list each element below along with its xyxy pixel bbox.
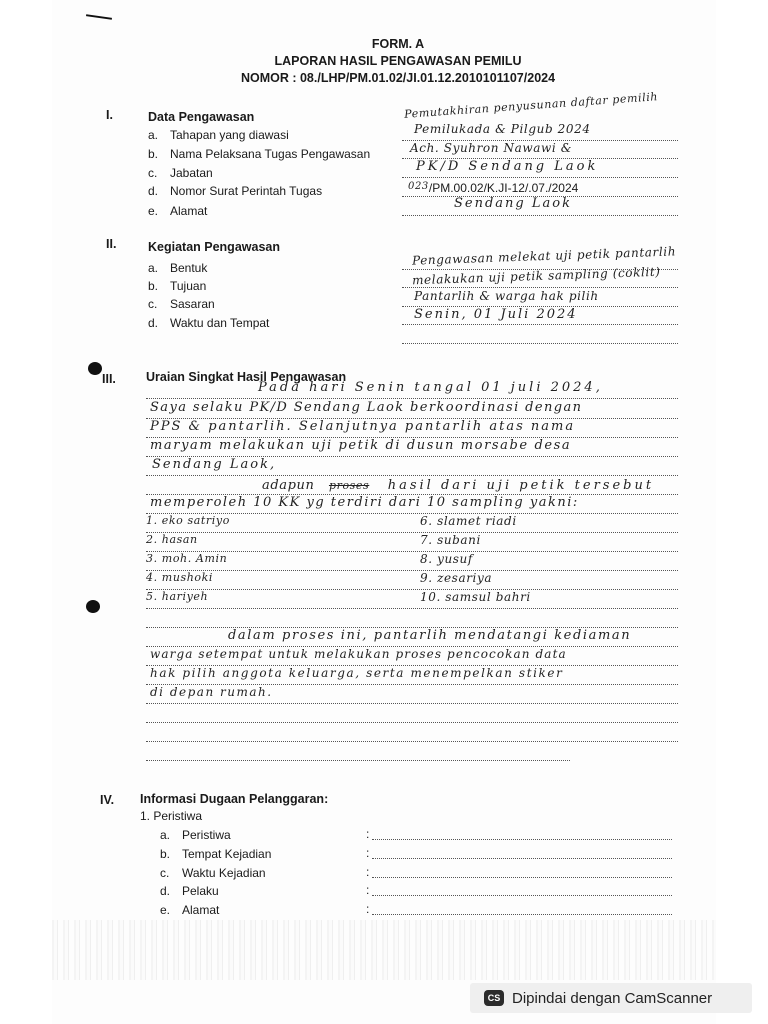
s3-line-20	[146, 760, 570, 761]
section-4-number: IV.	[100, 793, 115, 807]
s4-item-c: c. Waktu Kejadian	[160, 866, 266, 880]
s3-line-19	[146, 741, 678, 742]
s1-value-d-num: 023	[408, 181, 429, 192]
s4-line-e	[372, 914, 672, 915]
s4-colon-e: :	[366, 902, 370, 916]
s1-value-e: Sendang Laok	[454, 196, 572, 211]
s1-value-a-1: Pemutakhiran penyusunan daftar pemilih	[403, 90, 659, 121]
s3-para2-line2: memperoleh 10 KK yg terdiri dari 10 sampling yakni:	[150, 495, 579, 510]
s4-colon-a: :	[366, 827, 370, 841]
section-4-title: Informasi Dugaan Pelanggaran:	[140, 792, 329, 806]
s1-value-d-rest: /PM.00.02/K.JI-12/.07./2024	[428, 181, 579, 195]
section-3-title: Uraian Singkat Hasil Pengawasan	[146, 370, 347, 384]
s3-para2-rest: hasil dari uji petik tersebut	[387, 478, 655, 493]
section-1-number: I.	[106, 108, 113, 122]
s4-item-a: a. Peristiwa	[160, 828, 231, 842]
s3-line-17	[146, 703, 678, 704]
section-1-title: Data Pengawasan	[148, 110, 255, 124]
report-title: LAPORAN HASIL PENGAWASAN PEMILU	[274, 54, 522, 68]
s2-value-c: Pantarlih & warga hak pilih	[414, 289, 599, 303]
s3-name-6: 6. slamet riadi	[420, 514, 517, 528]
s3-name-3: 3. moh. Amin	[146, 552, 228, 565]
s1-item-d: d. Nomor Surat Perintah Tugas	[148, 184, 323, 198]
s3-name-7: 7. subani	[420, 533, 481, 547]
s3-para1-line3: PPS & pantarlih. Selanjutnya pantarlih atas nama	[150, 419, 576, 434]
s3-name-9: 9. zesariya	[420, 571, 493, 585]
section-2-number: II.	[106, 237, 117, 251]
s3-para1-line5: Sendang Laok,	[152, 457, 277, 472]
s3-name-8: 8. yusuf	[420, 552, 473, 566]
s3-name-1: 1. eko satriyo	[146, 514, 230, 527]
s3-para2-start: adapun	[262, 478, 315, 493]
s3-para3-line3: hak pilih anggota keluarga, serta menempelkan stiker	[150, 666, 564, 680]
s3-line-8	[146, 532, 678, 533]
s4-sub-heading: 1. Peristiwa	[140, 809, 203, 823]
section-3-number: III.	[102, 372, 116, 386]
s2-line-d	[402, 324, 678, 325]
camscanner-text: Dipindai dengan CamScanner	[512, 989, 713, 1007]
s2-value-a: Pengawasan melekat uji petik pantarlih	[411, 244, 677, 268]
s1-value-d	[408, 181, 578, 195]
s3-para3-line2: warga setempat untuk melakukan proses pencocokan data	[150, 647, 567, 661]
s3-name-10: 10. samsul bahri	[420, 590, 531, 604]
s2-item-b: b. Tujuan	[148, 279, 207, 293]
s4-item-b: b. Tempat Kejadian	[160, 847, 272, 861]
s4-item-d: d. Pelaku	[160, 884, 219, 898]
s3-name-4: 4. mushoki	[146, 571, 214, 584]
section-2-title: Kegiatan Pengawasan	[148, 240, 280, 254]
camscanner-watermark	[470, 983, 752, 1013]
s2-value-b: melakukan uji petik sampling (coklit)	[411, 264, 661, 288]
s2-item-d: d. Waktu dan Tempat	[148, 316, 270, 330]
punch-hole-mark-2	[86, 600, 100, 613]
s3-line-12	[146, 608, 678, 609]
s3-name-5: 5. hariyeh	[146, 590, 209, 603]
number-value: 08./LHP/PM.01.02/JI.01.12.2010101107/2024	[299, 71, 556, 85]
number-prefix: NOMOR :	[240, 71, 297, 85]
s2-line-b	[402, 287, 678, 288]
s1-item-a: a. Tahapan yang diawasi	[148, 128, 289, 142]
s3-para1-line4: maryam melakukan uji petik di dusun morsabe desa	[150, 438, 572, 453]
s4-colon-c: :	[366, 865, 370, 879]
s3-para2-line1	[262, 476, 654, 494]
s3-para1-line1: Pada hari Senin tangal 01 juli 2024,	[258, 380, 603, 395]
s2-item-c: c. Sasaran	[148, 297, 215, 311]
s3-line-18	[146, 722, 678, 723]
punch-hole-mark-1	[88, 362, 102, 375]
s1-value-a-2: Pemilukada & Pilgub 2024	[414, 122, 591, 136]
s2-line-e	[402, 343, 678, 344]
s3-para3-line1: dalam proses ini, pantarlih mendatangi kediaman	[228, 628, 632, 643]
s1-item-b: b. Nama Pelaksana Tugas Pengawasan	[148, 147, 371, 161]
s4-item-e: e. Alamat	[160, 903, 220, 917]
report-number	[14, 71, 768, 85]
s3-para1-line2: Saya selaku PK/D Sendang Laok berkoordinasi dengan	[150, 400, 583, 415]
s1-value-b: Ach. Syuhron Nawawi &	[410, 141, 572, 155]
s4-line-c	[372, 877, 672, 878]
s4-colon-b: :	[366, 846, 370, 860]
s3-line-1	[146, 398, 678, 399]
s1-line-c	[402, 177, 678, 178]
s1-item-c: c. Jabatan	[148, 166, 213, 180]
camscanner-logo-icon: CS	[484, 990, 504, 1006]
s4-line-b	[372, 858, 672, 859]
s2-value-d: Senin, 01 Juli 2024	[414, 307, 578, 322]
s1-line-e	[402, 215, 678, 216]
s2-item-a: a. Bentuk	[148, 261, 208, 275]
s3-para3-line4: di depan rumah.	[150, 685, 273, 699]
s1-value-c: PK/D Sendang Laok	[416, 159, 599, 174]
s3-name-2: 2. hasan	[146, 533, 198, 546]
s4-colon-d: :	[366, 883, 370, 897]
s4-line-a	[372, 839, 672, 840]
scan-noise	[52, 920, 716, 980]
s3-line-10	[146, 570, 678, 571]
s4-line-d	[372, 895, 672, 896]
s3-line-11	[146, 589, 678, 590]
s1-item-e: e. Alamat	[148, 204, 208, 218]
form-label: FORM. A	[371, 37, 425, 51]
s3-para2-struck: proses	[328, 479, 370, 492]
